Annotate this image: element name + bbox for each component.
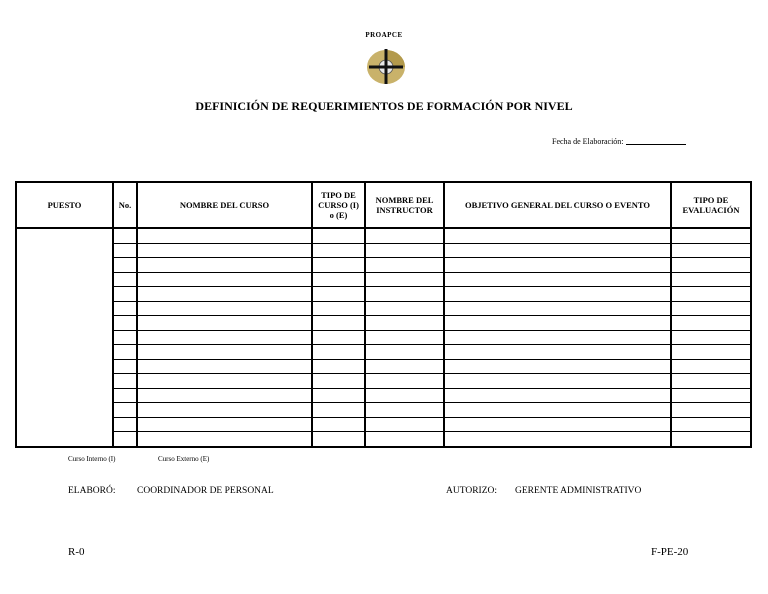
table-cell[interactable] — [444, 243, 671, 258]
table-cell[interactable] — [113, 243, 137, 258]
table-cell[interactable] — [671, 374, 751, 389]
table-row — [16, 359, 751, 374]
autorizo-value: GERENTE ADMINISTRATIVO — [515, 486, 642, 496]
table-cell[interactable] — [671, 359, 751, 374]
column-header-puesto: PUESTO — [16, 182, 113, 228]
table-cell[interactable] — [671, 258, 751, 273]
table-row — [16, 417, 751, 432]
table-cell[interactable] — [671, 272, 751, 287]
table-cell[interactable] — [444, 287, 671, 302]
table-row — [16, 258, 751, 273]
table-cell[interactable] — [444, 432, 671, 447]
table-row — [16, 243, 751, 258]
table-cell[interactable] — [671, 417, 751, 432]
table-cell[interactable] — [444, 345, 671, 360]
table-cell[interactable] — [444, 228, 671, 243]
table-cell[interactable] — [113, 272, 137, 287]
column-header-nombre-curso: NOMBRE DEL CURSO — [137, 182, 312, 228]
table-cell[interactable] — [312, 432, 365, 447]
table-cell[interactable] — [312, 258, 365, 273]
fecha-label: Fecha de Elaboración: — [552, 137, 624, 146]
table-row — [16, 287, 751, 302]
table-cell[interactable] — [312, 374, 365, 389]
table-cell[interactable] — [312, 359, 365, 374]
table-cell[interactable] — [312, 403, 365, 418]
table-cell[interactable] — [671, 330, 751, 345]
table-cell[interactable] — [137, 228, 312, 243]
table-cell[interactable] — [312, 243, 365, 258]
table-cell[interactable] — [444, 316, 671, 331]
table-cell[interactable] — [444, 374, 671, 389]
training-requirements-table — [15, 181, 752, 448]
table-cell[interactable] — [137, 403, 312, 418]
table-cell[interactable] — [312, 330, 365, 345]
table-cell[interactable] — [365, 272, 444, 287]
table-cell[interactable] — [312, 287, 365, 302]
table-cell[interactable] — [113, 374, 137, 389]
fecha-input-line[interactable] — [626, 136, 686, 145]
table-cell[interactable] — [113, 388, 137, 403]
autorizo-label: AUTORIZO: — [446, 486, 498, 496]
table-cell[interactable] — [137, 388, 312, 403]
table-cell[interactable] — [113, 330, 137, 345]
table-cell[interactable] — [113, 432, 137, 447]
table-cell[interactable] — [365, 374, 444, 389]
table-cell[interactable] — [137, 345, 312, 360]
table-header-row — [16, 182, 751, 228]
table-cell[interactable] — [137, 374, 312, 389]
table-cell[interactable] — [671, 287, 751, 302]
table-cell[interactable] — [671, 301, 751, 316]
table-cell[interactable] — [671, 243, 751, 258]
table-row — [16, 403, 751, 418]
table-cell[interactable] — [113, 403, 137, 418]
table-cell[interactable] — [137, 432, 312, 447]
table-cell[interactable] — [444, 258, 671, 273]
table-cell[interactable] — [365, 258, 444, 273]
table-cell[interactable] — [365, 330, 444, 345]
table-row — [16, 301, 751, 316]
column-header-no: No. — [113, 182, 137, 228]
table-cell[interactable] — [671, 228, 751, 243]
column-header-tipo-curso: TIPO DE CURSO (I) o (E) — [312, 182, 365, 228]
logo-text: PROAPCE — [365, 31, 403, 39]
legend-curso-externo: Curso Externo (E) — [158, 455, 210, 463]
table-cell[interactable] — [365, 316, 444, 331]
page-title: DEFINICIÓN DE REQUERIMIENTOS DE FORMACIÓN POR NIVEL — [195, 99, 573, 113]
table-cell[interactable] — [365, 228, 444, 243]
table-cell[interactable] — [365, 432, 444, 447]
table-cell[interactable] — [312, 417, 365, 432]
table-cell[interactable] — [113, 345, 137, 360]
form-code: F-PE-20 — [651, 546, 689, 558]
table-cell[interactable] — [365, 243, 444, 258]
table-cell[interactable] — [444, 388, 671, 403]
elaboro-value: COORDINADOR DE PERSONAL — [137, 486, 274, 496]
table-cell[interactable] — [365, 403, 444, 418]
elaboro-label: ELABORÓ: — [68, 486, 116, 496]
table-cell[interactable] — [113, 359, 137, 374]
table-cell[interactable] — [137, 330, 312, 345]
revision-code: R-0 — [68, 546, 85, 558]
table-cell[interactable] — [312, 228, 365, 243]
table-cell[interactable] — [365, 417, 444, 432]
table-cell[interactable] — [365, 301, 444, 316]
table-row — [16, 272, 751, 287]
table-cell[interactable] — [312, 316, 365, 331]
table-cell[interactable] — [137, 301, 312, 316]
column-header-evaluacion: TIPO DE EVALUACIÓN — [671, 182, 751, 228]
table-cell[interactable] — [444, 417, 671, 432]
column-header-instructor: NOMBRE DEL INSTRUCTOR — [365, 182, 444, 228]
table-cell[interactable] — [671, 403, 751, 418]
table-cell[interactable] — [312, 388, 365, 403]
table-cell[interactable] — [671, 432, 751, 447]
column-header-objetivo: OBJETIVO GENERAL DEL CURSO O EVENTO — [444, 182, 671, 228]
table-cell[interactable] — [113, 287, 137, 302]
fecha-elaboracion — [552, 136, 686, 146]
table-row — [16, 374, 751, 389]
table-row — [16, 330, 751, 345]
table-cell[interactable] — [444, 272, 671, 287]
table-row — [16, 228, 751, 243]
table-cell[interactable] — [137, 243, 312, 258]
table-body — [16, 228, 751, 447]
table-cell[interactable] — [137, 258, 312, 273]
table-cell[interactable] — [137, 272, 312, 287]
table-cell[interactable] — [444, 330, 671, 345]
company-logo-icon — [362, 46, 410, 86]
table-row — [16, 432, 751, 447]
table-cell[interactable] — [312, 272, 365, 287]
table-row — [16, 388, 751, 403]
table-row — [16, 316, 751, 331]
legend-curso-interno: Curso Interno (I) — [68, 455, 116, 463]
table-cell[interactable] — [113, 301, 137, 316]
table-cell[interactable] — [671, 345, 751, 360]
table-cell[interactable] — [137, 316, 312, 331]
table-cell[interactable] — [671, 316, 751, 331]
table-cell[interactable] — [312, 301, 365, 316]
table-cell[interactable] — [444, 301, 671, 316]
table-cell[interactable] — [444, 403, 671, 418]
table-cell[interactable] — [137, 287, 312, 302]
table-cell[interactable] — [113, 316, 137, 331]
table-cell[interactable] — [137, 417, 312, 432]
table-cell[interactable] — [113, 228, 137, 243]
table-cell[interactable] — [365, 287, 444, 302]
table-cell[interactable] — [365, 388, 444, 403]
table-cell[interactable] — [113, 258, 137, 273]
table-cell[interactable] — [365, 345, 444, 360]
table-cell[interactable] — [671, 388, 751, 403]
table-cell[interactable] — [365, 359, 444, 374]
table-cell[interactable] — [444, 359, 671, 374]
table-cell[interactable] — [312, 345, 365, 360]
puesto-cell[interactable] — [16, 228, 113, 447]
table-cell[interactable] — [113, 417, 137, 432]
table-cell[interactable] — [137, 359, 312, 374]
table-row — [16, 345, 751, 360]
